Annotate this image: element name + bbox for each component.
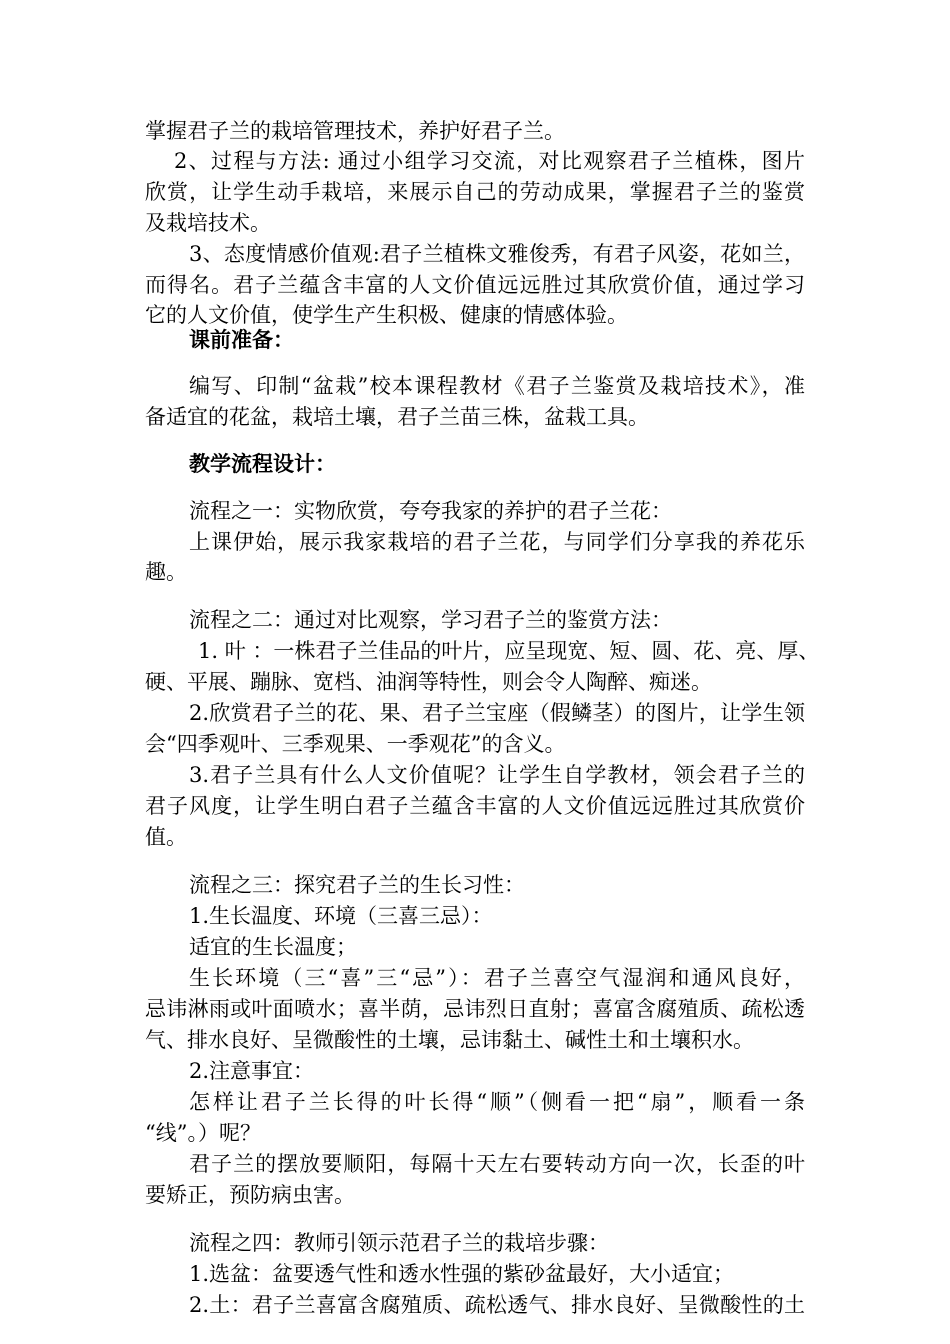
text-line: 欣赏，让学生动手栽培，来展示自己的劳动成果，掌握君子兰的鉴赏 xyxy=(145,180,805,204)
text-line: 2、过程与方法: 通过小组学习交流，对比观察君子兰植株，图片 xyxy=(174,149,805,173)
text-line: 掌握君子兰的栽培管理技术，养护好君子兰。 xyxy=(145,119,565,143)
text-line: 适宜的生长温度； xyxy=(189,935,357,959)
text-line: 怎样让君子兰长得的叶长得“顺”（侧看一把“扇”，顺看一条 xyxy=(189,1090,805,1114)
text-line: 生长环境（三“喜”三“忌”）：君子兰喜空气湿润和通风良好， xyxy=(189,966,805,990)
text-line: 3、态度情感价值观:君子兰植株文雅俊秀，有君子风姿，花如兰， xyxy=(189,242,805,266)
text-line: 它的人文价值，使学生产生积极、健康的情感体验。 xyxy=(145,303,628,327)
text-line: 流程之二：通过对比观察，学习君子兰的鉴赏方法： xyxy=(189,608,672,632)
text-line: 上课伊始，展示我家栽培的君子兰花，与同学们分享我的养花乐 xyxy=(189,530,805,554)
text-line: 忌讳淋雨或叶面喷水；喜半荫，忌讳烈日直射；喜富含腐殖质、疏松透 xyxy=(145,997,805,1021)
text-line: 值。 xyxy=(145,825,187,849)
section-heading: 课前准备： xyxy=(189,328,294,352)
text-line: 硬、平展、蹦脉、宽档、油润等特性，则会令人陶醉、痴迷。 xyxy=(145,670,712,694)
text-line: “线”。）呢？ xyxy=(145,1121,261,1145)
text-line: 气、排水良好、呈微酸性的土壤，忌讳黏土、碱性土和土壤积水。 xyxy=(145,1028,754,1052)
text-line: 3.君子兰具有什么人文价值呢？让学生自学教材，领会君子兰的 xyxy=(189,763,805,787)
text-line: 流程之四：教师引领示范君子兰的栽培步骤： xyxy=(189,1231,609,1255)
text-line: 流程之一：实物欣赏，夸夸我家的养护的君子兰花： xyxy=(189,499,672,523)
text-line: 流程之三：探究君子兰的生长习性： xyxy=(189,873,525,897)
text-line: 2.欣赏君子兰的花、果、君子兰宝座（假鳞茎）的图片，让学生领 xyxy=(189,701,805,725)
text-line: 1.生长温度、环境（三喜三忌）： xyxy=(189,904,493,928)
text-line: 备适宜的花盆，栽培土壤，君子兰苗三株，盆栽工具。 xyxy=(145,405,649,429)
text-line: 要矫正，预防病虫害。 xyxy=(145,1183,355,1207)
text-line: 1. 叶 ：一株君子兰佳品的叶片，应呈现宽、短、圆、花、亮、厚、 xyxy=(198,639,820,663)
text-line: 1.选盆：盆要透气性和透水性强的紫砂盆最好，大小适宜； xyxy=(189,1262,735,1286)
text-line: 趣。 xyxy=(145,560,187,584)
text-line: 君子风度，让学生明白君子兰蕴含丰富的人文价值远远胜过其欣赏价 xyxy=(145,794,805,818)
text-line: 会“四季观叶、三季观果、一季观花”的含义。 xyxy=(145,732,566,756)
text-line: 及栽培技术。 xyxy=(145,211,271,235)
section-heading: 教学流程设计： xyxy=(189,452,336,476)
text-line: 2.土：君子兰喜富含腐殖质、疏松透气、排水良好、呈微酸性的土 xyxy=(189,1293,805,1317)
text-line: 编写、印制“盆栽”校本课程教材《君子兰鉴赏及栽培技术》，准 xyxy=(189,374,805,398)
text-line: 2.注意事宜： xyxy=(189,1059,315,1083)
text-line: 而得名。君子兰蕴含丰富的人文价值远远胜过其欣赏价值，通过学习 xyxy=(145,273,805,297)
text-line: 君子兰的摆放要顺阳，每隔十天左右要转动方向一次，长歪的叶 xyxy=(189,1152,805,1176)
